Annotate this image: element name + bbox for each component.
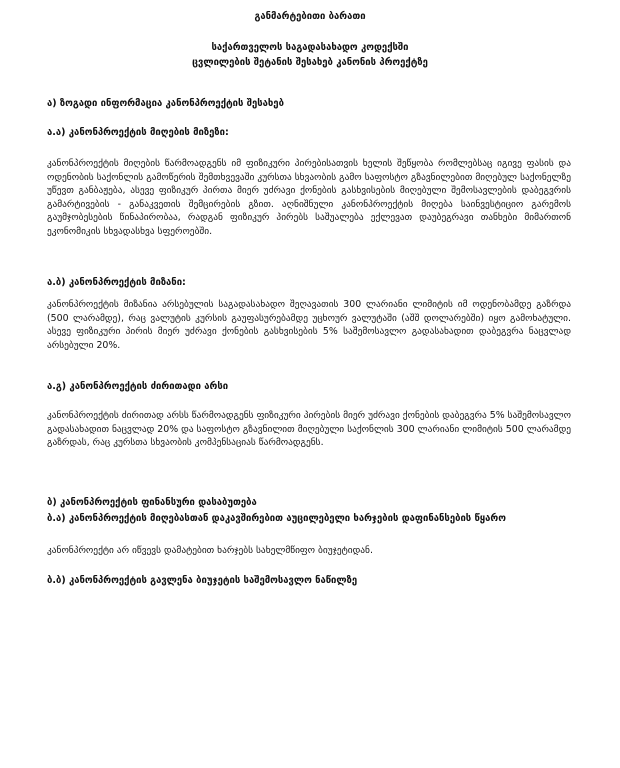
reason-paragraph: კანონპროექტის მიღების წარმოადგენს იმ ფიზიკური პირებისათვის ხელის შეწყობა რომლებსაც იგივე ფასის და ოდენობის საქონლის გამოწერის შემთხვევაში კურსთა სხვაობის გამო საფოსტო გზავნილებით მიღებულ საქონელზე უწევთ განბაჟება, ასევე ფიზიკურ პირთა მიერ უძრავი ქონების გასხვისების მიღებული შემოსავლების დაბეგვრის გამარტივების - განაკვეთის შემცირების გზით. აღნიშნული კანონპროექტის მიღება საინვესტიციო გარემოს გაუმჯობესების წინაპირობაა, რადგან ფიზიკურ პირებს საშუალება ექლევათ დაუბეგრავი თანხები მიმართონ ეკონომიკის სხვადასხვა სფეროებში. <box>47 158 571 237</box>
goal-heading: ა.ბ) კანონპროექტის მიზანი: <box>47 277 186 288</box>
document-type-title: განმარტებითი ბარათი <box>254 11 366 22</box>
section-b-heading: ბ) კანონპროექტის ფინანსური დასაბუთება <box>47 497 257 508</box>
essence-paragraph: კანონპროექტის ძირითად არსს წარმოადგენს ფიზიკური პირების მიერ უძრავი ქონების დაბეგვრა 5% საშემოსავლო გადასახადით ნაცვლად 20% და საფოსტო გზავნილით მიღებული საქონლის 300 ლარიანი ლიმიტის 500 ლარამდე გაზრდას, რაც კურსთა სხვაობის კომპენსაციას წარმოადგენს. <box>47 410 571 449</box>
reason-heading: ა.ა) კანონპროექტის მიღების მიზეზი: <box>47 127 229 138</box>
budget-impact-heading: ბ.ბ) კანონპროექტის გავლენა ბიუჯეტის საშემოსავლო ნაწილზე <box>47 575 358 586</box>
goal-paragraph: კანონპროექტის მიზანია არსებულის საგადასახადო შეღავათის 300 ლარიანი ლიმიტის იმ ოდენობამდე გაზრდა (500 ლარამდე), რაც ვალუტის კურსის გაუფასურებამდე უცხოურ ვალუტაში (აშშ დოლარებში) იყო გამოხატული. ასევე ფიზიკური პირის მიერ უძრავი ქონების გასხვისების 5% საშემოსავლო გადასახადით დაბეგვრა ნაცვლად არსებული 20%. <box>47 299 571 351</box>
funding-source-heading: ბ.ა) კანონპროექტის მიღებასთან დაკავშირებით აუცილებელი ხარჯების დაფინანსების წყარო <box>47 513 506 524</box>
document-title-line1: საქართველოს საგადასახადო კოდექსში <box>211 42 409 53</box>
essence-heading: ა.გ) კანონპროექტის ძირითადი არსი <box>47 381 229 392</box>
section-a-heading: ა) ზოგადი ინფორმაცია კანონპროექტის შესახებ <box>47 98 284 109</box>
funding-source-text: კანონპროექტი არ იწვევს დამატებით ხარჯებს სახელმწიფო ბიუჯეტიდან. <box>47 545 373 556</box>
document-title-line2: ცვლილების შეტანის შესახებ კანონის პროექტზე <box>192 57 428 68</box>
